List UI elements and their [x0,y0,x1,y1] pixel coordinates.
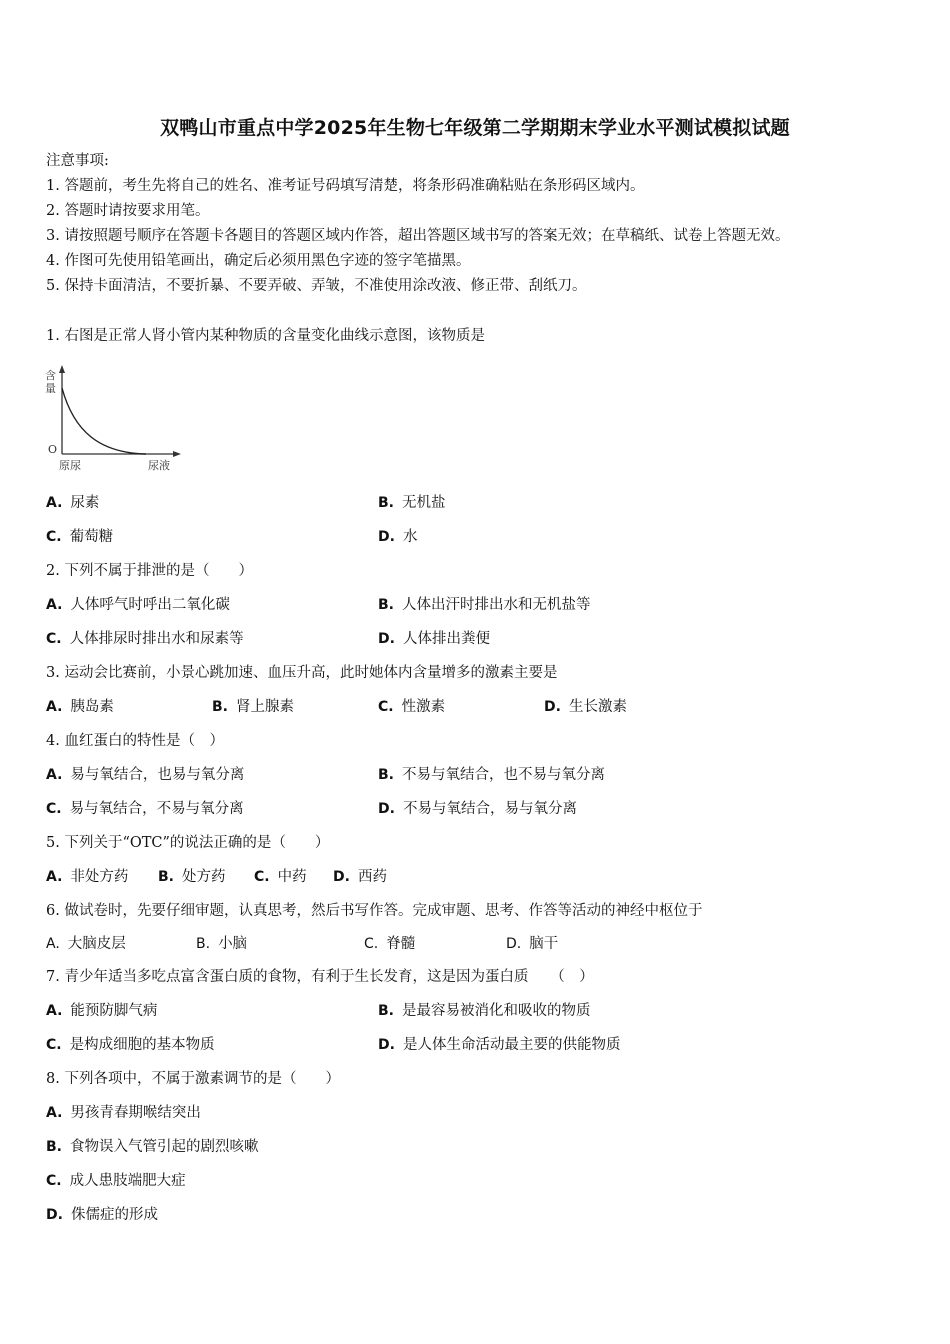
notice-item: 2. 答题时请按要求用笔。 [46,203,210,219]
option-label: B. [196,936,211,952]
option-text: 易与氧结合，也易与氧分离 [70,767,245,783]
option-label: B. [212,699,228,715]
option-text: 人体呼气时呼出二氧化碳 [70,597,230,613]
option-label: D. [378,631,395,647]
option-text: 葡萄糖 [69,529,114,545]
option[interactable] [544,697,627,717]
option-label: B. [378,767,394,783]
question-stem-1: 1. 右图是正常人肾小管内某种物质的含量变化曲线示意图，该物质是 [46,328,485,344]
option-text: 尿素 [70,495,100,511]
option[interactable] [46,765,244,785]
option-label: B. [378,1003,394,1019]
x-end-label: 尿液 [148,459,170,472]
option[interactable] [158,867,226,887]
option-label: A. [46,767,63,783]
option-label: D. [378,1037,395,1053]
content-curve [62,388,146,454]
option-text: 非处方药 [70,869,129,885]
option-text: 是最容易被消化和吸收的物质 [402,1003,591,1019]
y-label-1: 含 [45,369,56,382]
option-text: 脑干 [529,936,559,952]
option-text: 易与氧结合，不易与氧分离 [69,801,244,817]
option[interactable] [46,595,230,615]
origin-label: O [48,443,58,456]
page-title: 双鸭山市重点中学2025年生物七年级第二学期期末学业水平测试模拟试题 [160,117,790,139]
option-text: 人体出汗时排出水和无机盐等 [402,597,591,613]
option-label: C. [378,699,394,715]
y-label-2: 量 [45,382,56,395]
x-axis-arrow [173,451,181,457]
option-text: 侏儒症的形成 [70,1207,158,1223]
option[interactable] [46,629,244,649]
option-text: 生长激素 [568,699,627,715]
option-label: A. [46,597,63,613]
notice-heading: 注意事项: [46,153,109,169]
x-start-label: 原尿 [59,459,81,472]
option-label: B. [378,597,394,613]
option-label: C. [364,936,379,952]
content-curve-figure [40,362,185,478]
option-text: 胰岛素 [70,699,114,715]
option[interactable] [46,1035,215,1055]
option-label: C. [46,801,62,817]
option-text: 无机盐 [402,495,446,511]
option-label: C. [46,631,62,647]
notice-item: 4. 作图可先使用铅笔画出，确定后必须用黑色字迹的签字笔描黑。 [46,253,471,269]
option[interactable] [364,934,415,954]
option[interactable] [254,867,307,887]
option-text: 男孩青春期喉结突出 [70,1105,201,1121]
option-label: A. [46,495,63,511]
notice-item: 3. 请按照题号顺序在答题卡各题目的答题区域内作答，超出答题区域书写的答案无效；在草稿纸、试卷上答题无效。 [46,228,790,244]
option[interactable] [46,1103,201,1123]
option-text: 小脑 [218,936,248,952]
question-stem-5: 5. 下列关于“OTC”的说法正确的是（ ） [46,835,330,851]
y-axis-arrow [59,365,65,373]
option-text: 是构成细胞的基本物质 [69,1037,215,1053]
option-label: A. [46,1105,63,1121]
option[interactable] [46,799,244,819]
option[interactable] [46,527,113,547]
option-text: 不易与氧结合，也不易与氧分离 [402,767,605,783]
option[interactable] [378,1001,591,1021]
option[interactable] [46,1001,157,1021]
question-stem-8: 8. 下列各项中，不属于激素调节的是（ ） [46,1071,340,1087]
option-text: 处方药 [182,869,226,885]
option-text: 肾上腺素 [236,699,294,715]
option[interactable] [212,697,294,717]
question-stem-6: 6. 做试卷时，先要仔细审题，认真思考，然后书写作答。完成审题、思考、作答等活动的神经中枢位于 [46,903,703,919]
option[interactable] [46,1205,158,1225]
option-text: 性激素 [401,699,446,715]
option-label: D. [333,869,350,885]
option[interactable] [506,934,558,954]
option-label: A. [46,936,60,952]
option-label: D. [46,1207,63,1223]
option-label: B. [158,869,174,885]
question-stem-2: 2. 下列不属于排泄的是（ ） [46,563,253,579]
question-stem-4: 4. 血红蛋白的特性是（ ） [46,733,224,749]
option-label: A. [46,699,63,715]
option-text: 是人体生命活动最主要的供能物质 [402,1037,621,1053]
option-text: 食物误入气管引起的剧烈咳嗽 [70,1139,259,1155]
option-label: D. [544,699,561,715]
notice-item: 5. 保持卡面清洁，不要折暴、不要弄破、弄皱，不准使用涂改液、修正带、刮纸刀。 [46,278,587,294]
option-label: A. [46,869,63,885]
option-label: C. [254,869,270,885]
option-text: 水 [402,529,418,545]
option-text: 西药 [357,869,387,885]
option[interactable] [46,934,126,954]
option-text: 能预防脚气病 [70,1003,158,1019]
option-text: 成人患肢端肥大症 [69,1173,186,1189]
option[interactable] [378,595,591,615]
question-stem-7: 7. 青少年适当多吃点富含蛋白质的食物，有利于生长发育，这是因为蛋白质 （ ） [46,969,594,985]
option-label: C. [46,1037,62,1053]
option[interactable] [378,629,490,649]
option[interactable] [196,934,247,954]
option-text: 中药 [277,869,307,885]
option-label: D. [378,801,395,817]
option-text: 人体排出粪便 [402,631,490,647]
option-label: D. [506,936,522,952]
option-label: C. [46,529,62,545]
option[interactable] [378,493,446,513]
option-text: 不易与氧结合，易与氧分离 [402,801,577,817]
option[interactable] [378,799,577,819]
option-label: B. [378,495,394,511]
question-stem-3: 3. 运动会比赛前，小景心跳加速、血压升高，此时她体内含量增多的激素主要是 [46,665,558,681]
option-text: 人体排尿时排出水和尿素等 [69,631,244,647]
option-label: D. [378,529,395,545]
option[interactable] [333,867,387,887]
notice-item: 1. 答题前，考生先将自己的姓名、准考证号码填写清楚，将条形码准确粘贴在条形码区域内。 [46,178,645,194]
option[interactable] [46,1137,259,1157]
option-label: C. [46,1173,62,1189]
option[interactable] [378,527,417,547]
option[interactable] [378,697,445,717]
option-text: 脊髓 [386,936,416,952]
option[interactable] [46,493,99,513]
option[interactable] [46,697,114,717]
option-text: 大脑皮层 [67,936,126,952]
option-label: B. [46,1139,62,1155]
option[interactable] [46,867,128,887]
option[interactable] [378,765,605,785]
option[interactable] [378,1035,620,1055]
option-label: A. [46,1003,63,1019]
option[interactable] [46,1171,186,1191]
